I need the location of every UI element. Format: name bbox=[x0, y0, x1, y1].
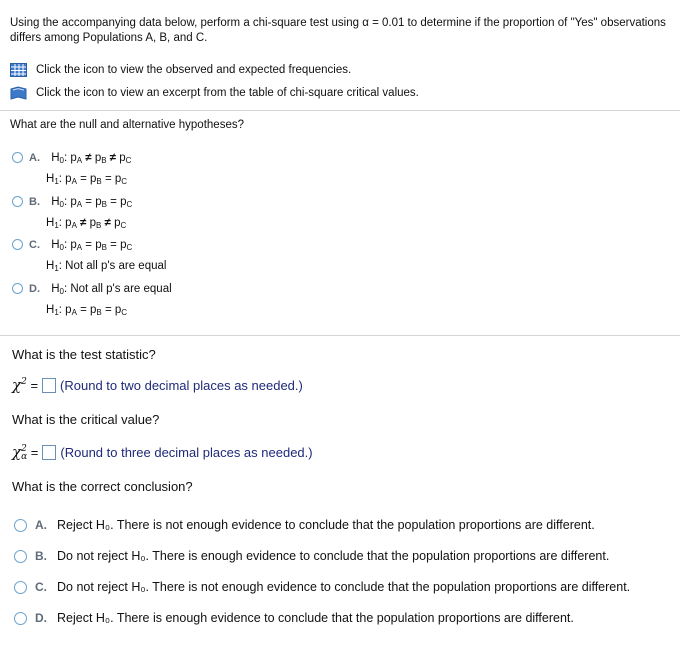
option-letter: B. bbox=[35, 549, 47, 563]
critical-values-link[interactable] bbox=[10, 86, 419, 100]
divider bbox=[0, 110, 680, 111]
conclusion-d-text: Reject H₀. There is enough evidence to conclude that the population proportions are different. bbox=[57, 611, 574, 625]
critical-row: χ 2 α = (Round to three decimal places as needed.) bbox=[12, 443, 313, 462]
hypotheses-question: What are the null and alternative hypotheses? bbox=[10, 119, 244, 131]
divider bbox=[0, 335, 680, 336]
critical-question: What is the critical value? bbox=[12, 412, 160, 427]
hyp-d-h0-text: Not all p's are equal bbox=[70, 283, 172, 295]
hyp-option-a[interactable] bbox=[12, 149, 131, 191]
radio-c[interactable] bbox=[14, 581, 27, 594]
option-letter: C. bbox=[29, 239, 40, 251]
radio-b[interactable] bbox=[14, 550, 27, 563]
hyp-d-h1: $H_1$: pA = pB = pC bbox=[46, 304, 128, 317]
hyp-b-h0: $H_0$: pA = pB = pC bbox=[51, 196, 133, 209]
conclusion-option-a[interactable] bbox=[14, 518, 595, 532]
hyp-c-h0: $H_0$: pA = pB = pC bbox=[51, 239, 133, 252]
conclusion-b-text: Do not reject H₀. There is enough evidence to conclude that the population proportions are different. bbox=[57, 549, 610, 563]
conclusion-a-text: Reject H₀. There is not enough evidence to conclude that the population proportions are different. bbox=[57, 518, 595, 532]
hyp-d-h0: $H_0$: Not all p's are equal bbox=[51, 283, 172, 296]
radio-d[interactable] bbox=[12, 283, 23, 294]
conclusion-option-d[interactable] bbox=[14, 611, 574, 625]
observed-frequencies-link[interactable] bbox=[10, 63, 351, 77]
option-letter: C. bbox=[35, 580, 47, 594]
radio-a[interactable] bbox=[12, 152, 23, 163]
radio-d[interactable] bbox=[14, 612, 27, 625]
test-stat-input[interactable] bbox=[42, 378, 56, 393]
option-letter: D. bbox=[35, 611, 47, 625]
critical-values-text[interactable]: Click the icon to view an excerpt from the table of chi-square critical values. bbox=[36, 87, 419, 99]
book-icon[interactable] bbox=[10, 86, 27, 100]
hyp-c-h1: $H_1$: Not all p's are equal bbox=[46, 260, 167, 273]
critical-value-input[interactable] bbox=[42, 445, 56, 460]
radio-b[interactable] bbox=[12, 196, 23, 207]
option-letter: D. bbox=[29, 283, 40, 295]
test-stat-row: $\chi^2$ = (Round to two decimal places as needed.) bbox=[12, 376, 303, 394]
problem-intro: Using the accompanying data below, perform a chi-square test using α = 0.01 to determine if the proportion of "Yes" observations differs among Populations A, B, and C. bbox=[10, 17, 666, 44]
hyp-b-h1: $H_1$: pA ≠ pB ≠ pC bbox=[46, 217, 127, 230]
option-letter: B. bbox=[29, 196, 40, 208]
hyp-a-h1: $H_1$: pA = pB = pC bbox=[46, 173, 128, 186]
observed-frequencies-text[interactable]: Click the icon to view the observed and expected frequencies. bbox=[36, 64, 352, 76]
hyp-a-h0: $H_0$: pA ≠ pB ≠ pC bbox=[51, 152, 132, 165]
option-letter: A. bbox=[29, 152, 40, 164]
conclusion-option-c[interactable] bbox=[14, 580, 630, 594]
conclusion-c-text: Do not reject H₀. There is not enough evidence to conclude that the population proportions are different. bbox=[57, 580, 631, 594]
chi-square-alpha-label: χ 2 α bbox=[12, 443, 28, 462]
chi-square-label: $\chi^2$ bbox=[12, 376, 27, 394]
test-stat-question: What is the test statistic? bbox=[12, 347, 156, 362]
conclusion-question: What is the correct conclusion? bbox=[12, 479, 193, 494]
hyp-c-h1-text: Not all p's are equal bbox=[65, 260, 167, 272]
radio-c[interactable] bbox=[12, 239, 23, 250]
test-stat-hint: (Round to two decimal places as needed.) bbox=[60, 377, 303, 393]
hyp-option-c[interactable] bbox=[12, 236, 166, 278]
option-letter: A. bbox=[35, 518, 47, 532]
conclusion-option-b[interactable] bbox=[14, 549, 609, 563]
critical-hint: (Round to three decimal places as needed.) bbox=[60, 444, 313, 460]
hyp-option-b[interactable] bbox=[12, 193, 132, 235]
radio-a[interactable] bbox=[14, 519, 27, 532]
hyp-option-d[interactable] bbox=[12, 280, 172, 322]
grid-table-icon[interactable] bbox=[10, 63, 27, 77]
